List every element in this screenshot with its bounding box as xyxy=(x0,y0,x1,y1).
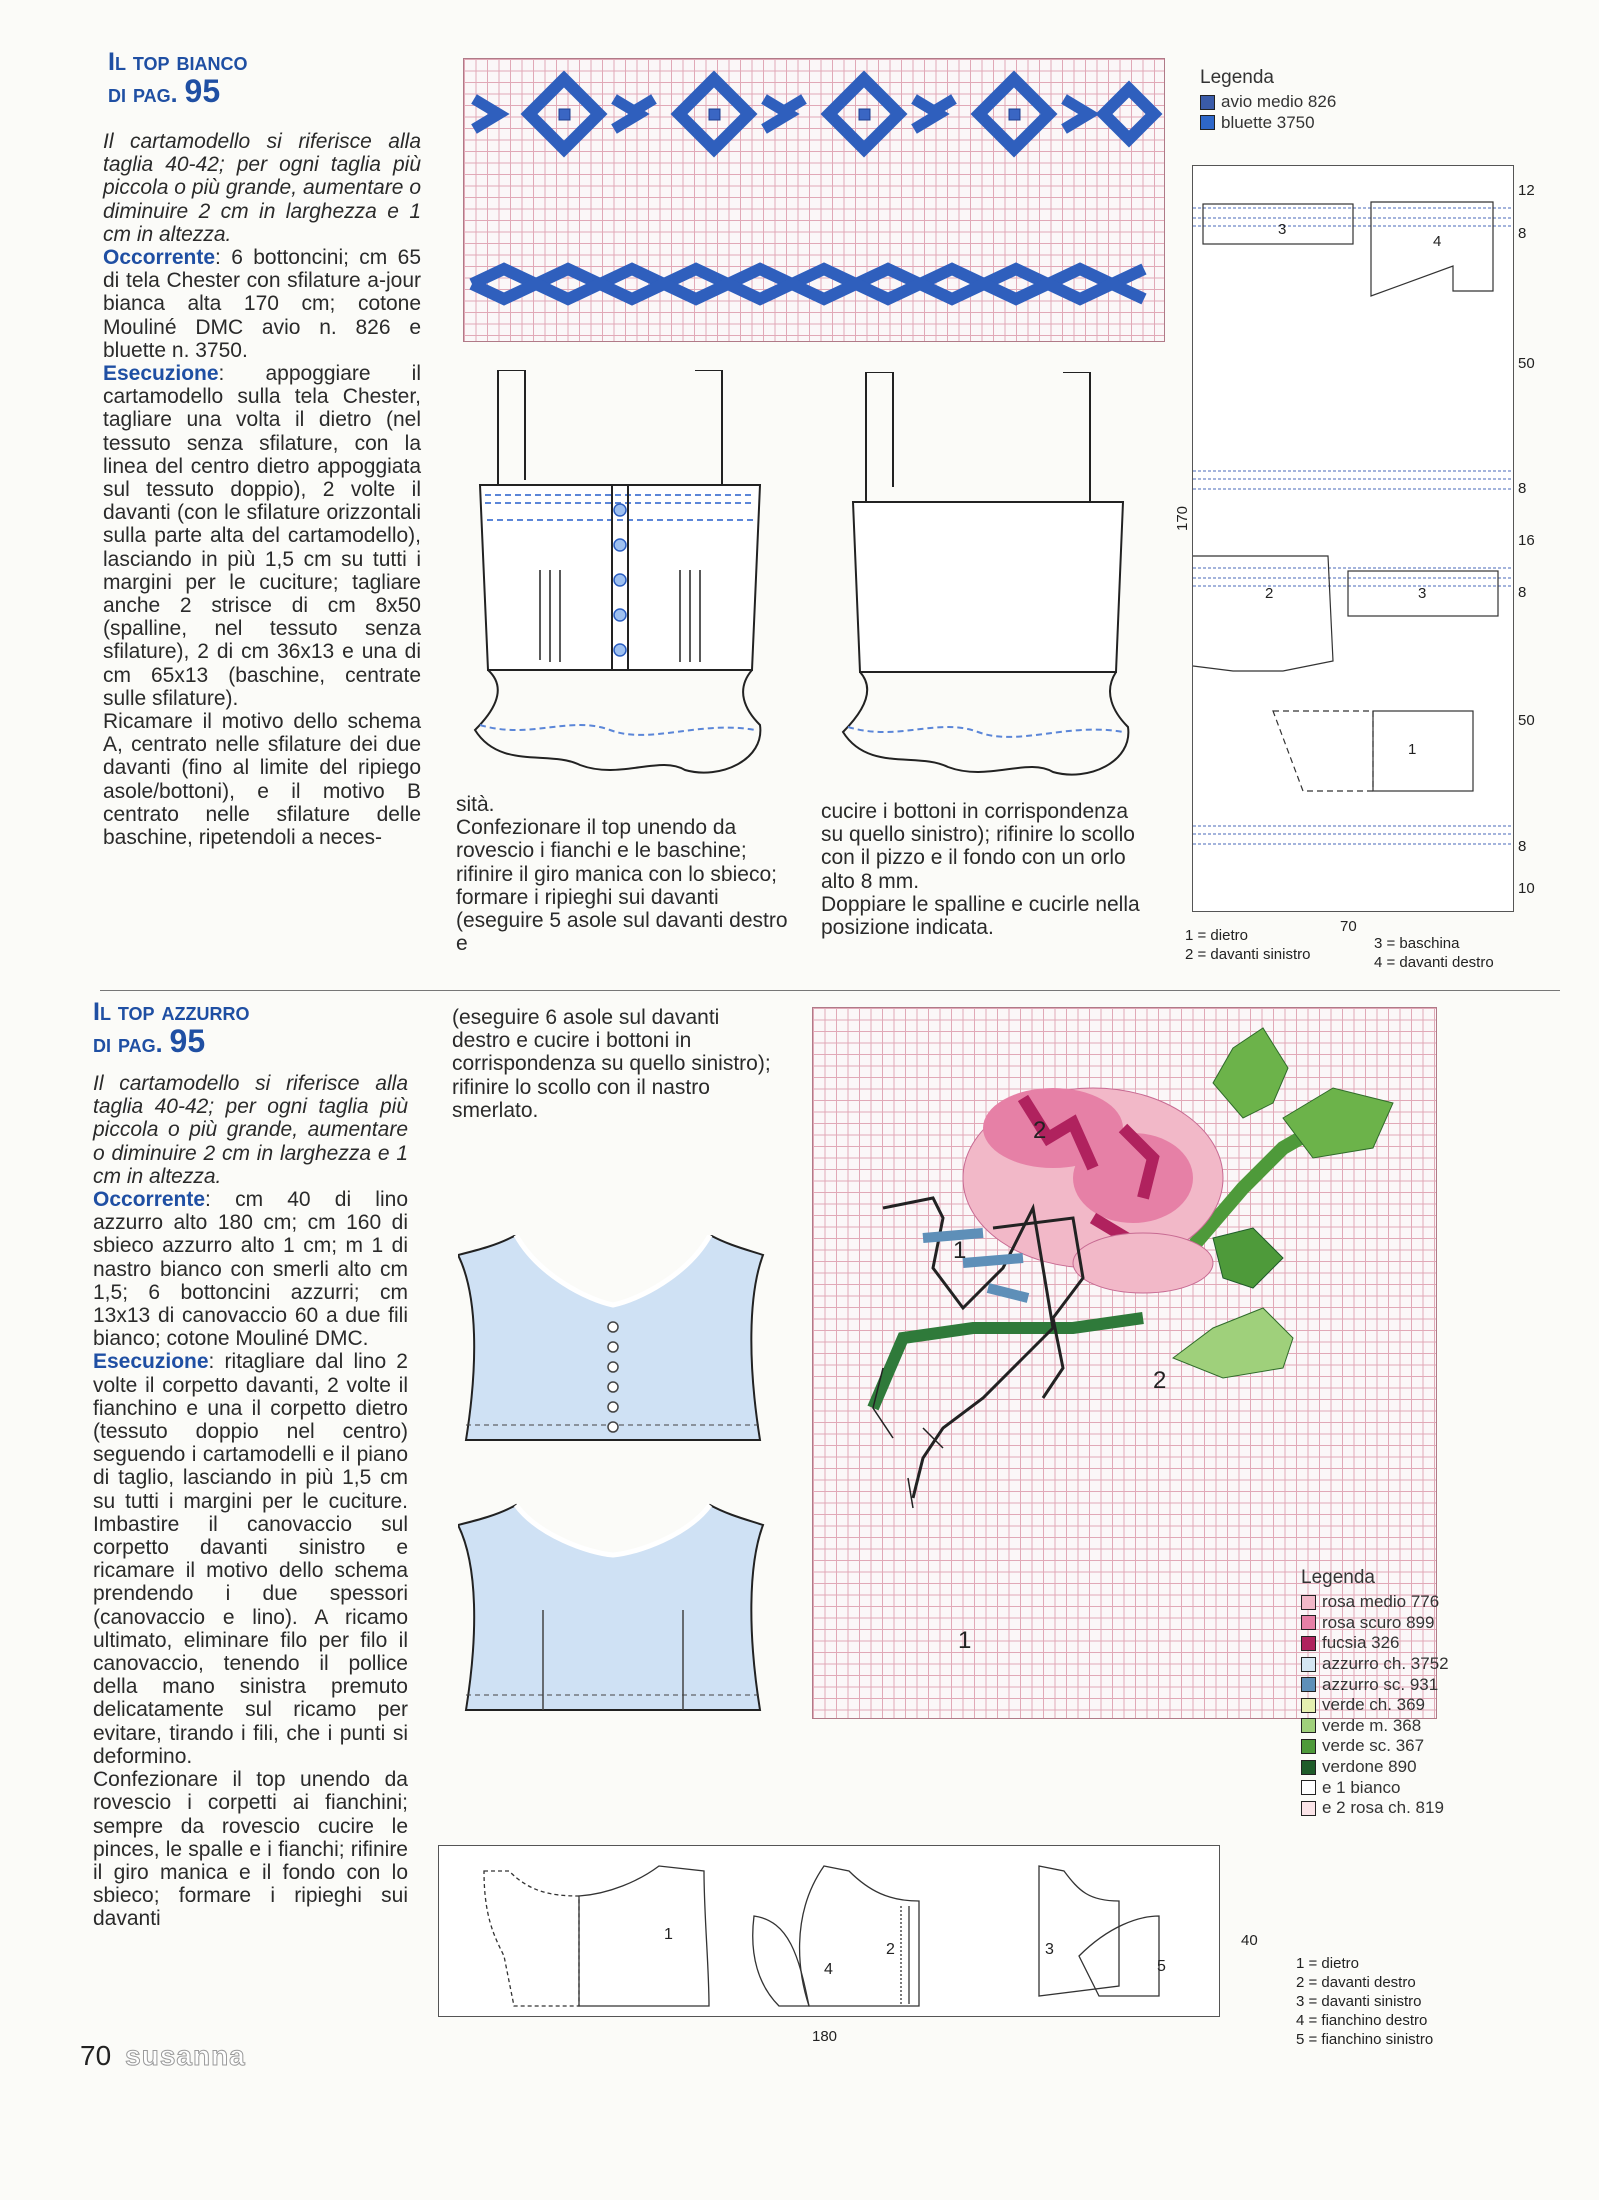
legend-swatch xyxy=(1200,115,1215,130)
white-top-back-drawing xyxy=(838,372,1138,792)
motif-a-row xyxy=(474,79,1154,149)
blue-top-pattern-pieces xyxy=(439,1846,1219,2016)
blue-top-intro: Il cartamodello si riferisce alla taglia 40-42; per ogni taglia più piccola o più grande, aumentare o diminuire 2 cm in larghezza e 1 cm in altezza. xyxy=(93,1072,408,1188)
piece-number: 2 xyxy=(886,1941,895,1958)
legend-swatch xyxy=(1301,1636,1316,1651)
blue-top-materials: Occorrente: cm 40 di lino azzurro alto 180 cm; cm 160 di sbieco azzurro alto 1 cm; m 1 di nastro bianco con smerli alto cm 1,5; 6 bottoncini azzurri; cm 13x13 di canovaccio 60 a due fili bianco; cotone Mouliné DMC. xyxy=(93,1188,408,1351)
legend-swatch xyxy=(1301,1595,1316,1610)
piece-number: 3 xyxy=(1418,585,1427,602)
white-top-text xyxy=(103,130,421,849)
white-top-cutting-layout xyxy=(1192,165,1514,912)
page-footer xyxy=(80,2040,246,2072)
blue-top-front-drawing xyxy=(458,1235,768,1715)
measure-height-label: 170 xyxy=(1174,505,1192,532)
legend-label: verde m. 368 xyxy=(1322,1715,1422,1735)
white-top-legend: Legenda avio medio 826 bluette 3750 xyxy=(1200,67,1337,132)
diamond-motif xyxy=(1104,89,1154,139)
legend-label: rosa scuro 899 xyxy=(1322,1612,1435,1632)
white-top-col1-tail: Ricamare il motivo dello schema A, centrato nelle sfilature dei due davanti (fino al limite del ripiego asole/bottoni), e il motivo B centrato nelle sfilature delle baschine, ripetendoli a neces- xyxy=(103,710,421,850)
legend-swatch xyxy=(1301,1760,1316,1775)
chart-number: 1 xyxy=(953,1237,967,1264)
magazine-logo: susanna xyxy=(125,2040,246,2071)
piece-number: 4 xyxy=(1433,233,1442,250)
measure-width-label: 70 xyxy=(1340,918,1357,935)
measure-height-label: 40 xyxy=(1241,1932,1258,1949)
blue-legend-list xyxy=(1301,1592,1501,1819)
chart-number: 1 xyxy=(958,1627,972,1654)
legend-label: rosa medio 776 xyxy=(1322,1592,1440,1612)
legend-label: azzurro sc. 931 xyxy=(1322,1674,1439,1694)
section-divider xyxy=(100,990,1560,991)
motif-b-row xyxy=(472,269,1144,299)
white-top-front-drawing xyxy=(470,370,770,790)
legend-swatch xyxy=(1301,1698,1316,1713)
legend-swatch xyxy=(1200,95,1215,110)
white-top-title: Il top bianco di pag. 95 xyxy=(108,48,248,109)
legend-label: e 1 bianco xyxy=(1322,1777,1401,1797)
white-top-col2: sità. Confezionare il top unendo da rovescio i fianchi e le baschine; rifinire il giro manica con lo sbieco; formare i ripieghi sui davanti (eseguire 5 asole sul davanti destro e xyxy=(456,793,788,956)
legend-swatch xyxy=(1301,1801,1316,1816)
white-top-execution: Esecuzione: appoggiare il cartamodello sulla tela Chester, tagliare una volta il dietro (nel tessuto senza sfilature, con la linea del centro dietro appoggiata sul tessuto doppio), 2 volte il davanti (con le sfilature orizzontali sulla parte alta del cartamodello), lasciando in più 1,5 cm su tutti i margini per le cuciture; tagliare anche 2 strisce di cm 8x50 (spalline, nel tessuto senza sfilature), 2 di cm 36x13 e una di cm 65x13 (baschine, centrate sulle sfilature). xyxy=(103,362,421,710)
legend-label: verdone 890 xyxy=(1322,1757,1417,1777)
legend-item xyxy=(1301,1716,1501,1737)
piece-number: 5 xyxy=(1157,1958,1166,1975)
piece-number: 3 xyxy=(1278,221,1287,238)
page-number: 70 xyxy=(80,2040,112,2071)
legend-label: verde ch. 369 xyxy=(1322,1695,1426,1715)
legend-label: e 2 rosa ch. 819 xyxy=(1322,1798,1444,1818)
blue-top-text xyxy=(93,1072,408,1931)
measure-width-label: 180 xyxy=(812,2028,838,2045)
legend-label: azzurro ch. 3752 xyxy=(1322,1654,1449,1674)
legend-item xyxy=(1301,1736,1501,1757)
legend-item xyxy=(1301,1654,1501,1675)
legend-item xyxy=(1301,1695,1501,1716)
legend-swatch xyxy=(1301,1657,1316,1672)
white-top-piece-key: 1 = dietro 2 = davanti sinistro xyxy=(1185,927,1311,963)
chart-number: 2 xyxy=(1153,1367,1167,1394)
piece-number: 1 xyxy=(1408,741,1417,758)
legend-item xyxy=(1301,1777,1501,1798)
measure-right-column: 12 8 50 8 16 8 50 8 10 xyxy=(1518,182,1535,897)
piece-number: 3 xyxy=(1045,1941,1054,1958)
legend-item xyxy=(1301,1633,1501,1654)
legend-label: verde sc. 367 xyxy=(1322,1736,1425,1756)
legend-item xyxy=(1301,1798,1501,1819)
white-top-pattern-pieces xyxy=(1193,166,1513,911)
legend-label: fucsia 326 xyxy=(1322,1633,1400,1653)
white-top-materials: Occorrente: 6 bottoncini; cm 65 di tela Chester con sfilature a-jour bianca alta 170 cm; cotone Mouliné DMC avio n. 826 e bluette n. 3750. xyxy=(103,246,421,362)
blue-border-chart xyxy=(463,58,1165,342)
blue-top-assembly: Confezionare il top unendo da rovescio i corpetti ai fianchini; sempre da rovescio cucire le pinces, le spalle e i fianchi; rifinire il giro manica e il fondo con lo sbieco; formare i ripieghi sui davanti xyxy=(93,1768,408,1931)
piece-number: 2 xyxy=(1265,585,1274,602)
legend-swatch xyxy=(1301,1718,1316,1733)
piece-number: 1 xyxy=(664,1926,673,1943)
legend-swatch xyxy=(1301,1739,1316,1754)
blue-top-cutting-layout xyxy=(438,1845,1220,2017)
blue-border-motifs xyxy=(464,59,1164,341)
legend-item xyxy=(1301,1592,1501,1613)
blue-top-legend: Legenda rosa medio 776 rosa scuro 899 fucsia 326 azzurro ch. 3752 azzurro sc. 931 verde ch. 369 verde m. 368 verde sc. 367 verdone 890 e 1 bianco e 2 rosa ch. 819 xyxy=(1301,1568,1501,1819)
white-top-col3: cucire i bottoni in corrispondenza su quello sinistro); rifinire lo scollo con il pizzo e il fondo con un orlo alto 8 mm. Doppiare le spalline e cucirle nella posizione indicata. xyxy=(821,800,1140,940)
legend-swatch xyxy=(1301,1677,1316,1692)
legend-swatch xyxy=(1301,1780,1316,1795)
legend-item xyxy=(1301,1613,1501,1634)
white-top-piece-key-2: 3 = baschina 4 = davanti destro xyxy=(1374,935,1494,971)
blue-top-execution: Esecuzione: ritagliare dal lino 2 volte il corpetto davanti, 2 volte il fianchino e una il corpetto dietro (tessuto doppio nel centro) seguendo i cartamodelli e il piano di taglio, lasciando in più 1,5 cm su tutti i margini per le cuciture. Imbastire il canovaccio sul corpetto davanti sinistro e ricamare il motivo dello schema prendendo i due spessori (canovaccio e lino). A ricamo ultimato, eliminare filo per filo il canovaccio, tenendo il pollice della mano sinistra premuto delicatamente sul ricamo per evitare, tirando i fili, che i punti si deformino. xyxy=(93,1350,408,1768)
chart-number: 2 xyxy=(1033,1117,1047,1144)
white-top-intro: Il cartamodello si riferisce alla taglia 40-42; per ogni taglia più piccola o più grande, aumentare o diminuire 2 cm in larghezza e 1 cm in altezza. xyxy=(103,130,421,246)
blue-top-title: Il top azzurro di pag. 95 xyxy=(93,998,250,1059)
legend-swatch xyxy=(1301,1615,1316,1630)
blue-top-col2: (eseguire 6 asole sul davanti destro e cucire i bottoni in corrispondenza su quello sinistro); rifinire lo scollo con il nastro smerlato. xyxy=(452,1006,771,1122)
legend-item xyxy=(1301,1674,1501,1695)
legend-item: bluette 3750 xyxy=(1200,113,1336,134)
blue-top-piece-key: 1 = dietro 2 = davanti destro 3 = davanti sinistro 4 = fianchino destro 5 = fianchino sinistro xyxy=(1296,1955,1434,2048)
legend-item: avio medio 826 xyxy=(1200,92,1336,113)
piece-number: 4 xyxy=(824,1961,833,1978)
legend-item xyxy=(1301,1757,1501,1778)
